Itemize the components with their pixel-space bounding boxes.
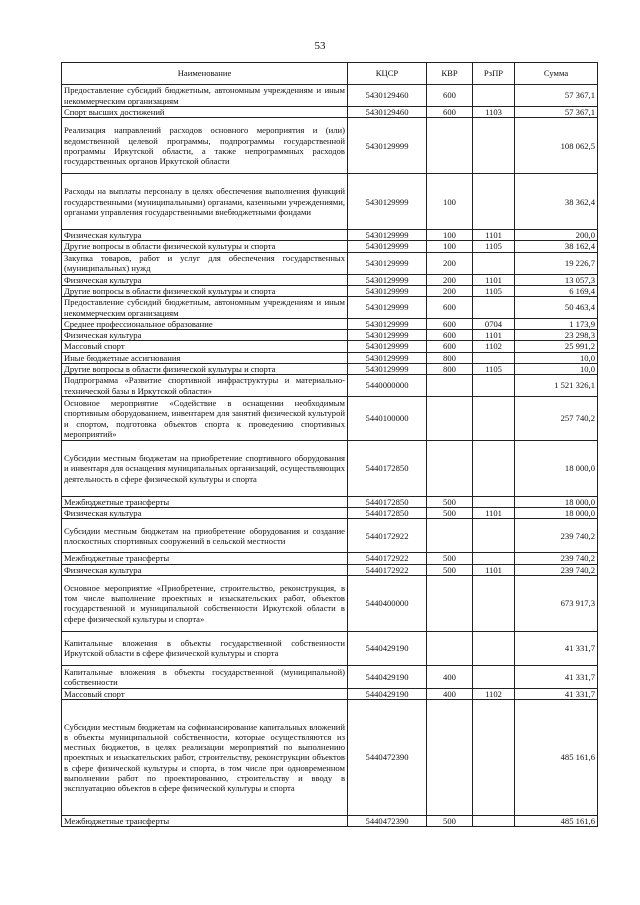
cell-kvr: 400 (427, 665, 473, 688)
cell-rzpr: 1102 (473, 688, 515, 699)
cell-kvr: 500 (427, 816, 473, 827)
cell-sum: 673 917,3 (515, 575, 598, 631)
table-row (62, 553, 598, 564)
cell-kcsr: 5440172850 (348, 497, 427, 508)
cell-kcsr: 5440429190 (348, 631, 427, 665)
cell-kvr (427, 700, 473, 816)
cell-kcsr: 5440172922 (348, 519, 427, 553)
cell-name: Другие вопросы в области физической культуры и спорта (62, 285, 348, 296)
header-name: Наименование (62, 63, 348, 85)
cell-sum: 239 740,2 (515, 564, 598, 575)
cell-kvr (427, 519, 473, 553)
cell-sum: 13 057,3 (515, 274, 598, 285)
cell-rzpr: 1105 (473, 285, 515, 296)
cell-kcsr: 5440172850 (348, 441, 427, 497)
cell-kcsr: 5430129999 (348, 230, 427, 241)
cell-kcsr: 5430129999 (348, 330, 427, 341)
cell-kvr (427, 631, 473, 665)
cell-kvr: 600 (427, 341, 473, 352)
cell-rzpr (473, 631, 515, 665)
cell-rzpr (473, 519, 515, 553)
cell-kcsr: 5430129460 (348, 107, 427, 118)
cell-sum: 18 000,0 (515, 497, 598, 508)
table-row (62, 341, 598, 352)
cell-sum: 23 298,3 (515, 330, 598, 341)
table-row (62, 118, 598, 174)
cell-sum: 41 331,7 (515, 631, 598, 665)
table-row (62, 107, 598, 118)
cell-kvr: 600 (427, 107, 473, 118)
table-row (62, 375, 598, 397)
cell-rzpr: 1103 (473, 107, 515, 118)
cell-kvr: 200 (427, 285, 473, 296)
table-row (62, 575, 598, 631)
cell-kvr (427, 118, 473, 174)
cell-rzpr (473, 497, 515, 508)
cell-kvr (427, 441, 473, 497)
cell-name: Физическая культура (62, 330, 348, 341)
cell-rzpr (473, 816, 515, 827)
cell-rzpr (473, 118, 515, 174)
cell-sum: 57 367,1 (515, 85, 598, 107)
cell-name: Субсидии местным бюджетам на софинансирование капитальных вложений в объекты муниципальной собственности, которые осуществляются из местных бюджетов, в целях реализации мероприятий по выполнению проектных и изыскательских работ, строительству, реконструкции объектов в сфере физической культуры и спорта, в том числе при одновременном выполнении работ по проектированию, строительству и вводу в эксплуатацию объектов в сфере физической культуры и спорта (62, 700, 348, 816)
cell-name: Основное мероприятие «Содействие в оснащении необходимым спортивным оборудованием, инвентарем для занятий физической культурой и спортом, подготовка объектов спорта к проведению спортивных мероприятий» (62, 397, 348, 441)
cell-sum: 1 521 326,1 (515, 375, 598, 397)
cell-kvr: 100 (427, 174, 473, 230)
cell-kcsr: 5430129999 (348, 274, 427, 285)
cell-name: Межбюджетные трансферты (62, 816, 348, 827)
cell-name: Другие вопросы в области физической культуры и спорта (62, 241, 348, 252)
table-row (62, 441, 598, 497)
cell-sum: 10,0 (515, 363, 598, 374)
cell-kcsr: 5440172922 (348, 564, 427, 575)
cell-kcsr: 5440172850 (348, 508, 427, 519)
cell-kvr: 600 (427, 330, 473, 341)
table-row (62, 230, 598, 241)
cell-rzpr: 1101 (473, 330, 515, 341)
cell-name: Иные бюджетные ассигнования (62, 352, 348, 363)
cell-name: Межбюджетные трансферты (62, 497, 348, 508)
cell-sum: 485 161,6 (515, 816, 598, 827)
cell-name: Физическая культура (62, 230, 348, 241)
cell-kcsr: 5430129999 (348, 341, 427, 352)
table-row (62, 363, 598, 374)
cell-kvr: 500 (427, 508, 473, 519)
cell-kvr (427, 375, 473, 397)
cell-name: Расходы на выплаты персоналу в целях обеспечения выполнения функций государственными (муниципальными) органами, казенными учреждениями, органами управления государственными внебюджетными фондами (62, 174, 348, 230)
table-header-row (62, 63, 598, 85)
cell-kvr (427, 397, 473, 441)
cell-name: Межбюджетные трансферты (62, 553, 348, 564)
cell-rzpr (473, 174, 515, 230)
cell-rzpr (473, 553, 515, 564)
cell-rzpr (473, 575, 515, 631)
table-row (62, 816, 598, 827)
cell-sum: 108 062,5 (515, 118, 598, 174)
cell-sum: 18 000,0 (515, 508, 598, 519)
cell-sum: 41 331,7 (515, 665, 598, 688)
cell-name: Массовый спорт (62, 341, 348, 352)
cell-name: Предоставление субсидий бюджетным, автономным учреждениям и иным некоммерческим организациям (62, 85, 348, 107)
table-row (62, 508, 598, 519)
cell-name: Субсидии местным бюджетам на приобретение спортивного оборудования и инвентаря для оснащения муниципальных организаций, осуществляющих деятельность в сфере физической культуры и спорта (62, 441, 348, 497)
cell-sum: 50 463,4 (515, 297, 598, 319)
cell-sum: 485 161,6 (515, 700, 598, 816)
cell-sum: 25 991,2 (515, 341, 598, 352)
cell-kvr: 100 (427, 230, 473, 241)
cell-sum: 41 331,7 (515, 688, 598, 699)
page-number: 53 (314, 40, 326, 52)
cell-sum: 1 173,9 (515, 319, 598, 330)
cell-kvr: 100 (427, 241, 473, 252)
cell-kcsr: 5440100000 (348, 397, 427, 441)
cell-sum: 257 740,2 (515, 397, 598, 441)
table-row (62, 252, 598, 274)
cell-name: Капитальные вложения в объекты государственной (муниципальной) собственности (62, 665, 348, 688)
table-row (62, 564, 598, 575)
cell-kvr: 500 (427, 497, 473, 508)
cell-kvr (427, 575, 473, 631)
cell-rzpr (473, 297, 515, 319)
cell-name: Предоставление субсидий бюджетным, автономным учреждениям и иным некоммерческим организациям (62, 297, 348, 319)
cell-kvr: 800 (427, 363, 473, 374)
cell-rzpr (473, 665, 515, 688)
cell-kvr: 800 (427, 352, 473, 363)
budget-table (61, 62, 598, 827)
cell-kvr: 500 (427, 553, 473, 564)
cell-rzpr (473, 85, 515, 107)
cell-kvr: 600 (427, 319, 473, 330)
cell-sum: 18 000,0 (515, 441, 598, 497)
cell-rzpr: 1102 (473, 341, 515, 352)
header-kvr: КВР (427, 63, 473, 85)
table-row (62, 688, 598, 699)
table-row (62, 319, 598, 330)
table-row (62, 631, 598, 665)
cell-name: Основное мероприятие «Приобретение, строительство, реконструкция, в том числе выполнение проектных и изыскательских работ, объектов государственной и муниципальной собственности Иркутской области в сфере физической культуры и спорта» (62, 575, 348, 631)
cell-name: Закупка товаров, работ и услуг для обеспечения государственных (муниципальных) нужд (62, 252, 348, 274)
cell-sum: 239 740,2 (515, 553, 598, 564)
cell-rzpr: 1105 (473, 241, 515, 252)
cell-kcsr: 5430129999 (348, 319, 427, 330)
cell-rzpr: 1101 (473, 564, 515, 575)
cell-name: Спорт высших достижений (62, 107, 348, 118)
cell-name: Массовый спорт (62, 688, 348, 699)
cell-kcsr: 5430129999 (348, 252, 427, 274)
table-row (62, 700, 598, 816)
cell-kcsr: 5430129999 (348, 297, 427, 319)
cell-name: Физическая культура (62, 274, 348, 285)
cell-rzpr (473, 441, 515, 497)
cell-kcsr: 5430129999 (348, 241, 427, 252)
table-body (62, 85, 598, 827)
table-row (62, 519, 598, 553)
cell-name: Физическая культура (62, 508, 348, 519)
cell-name: Физическая культура (62, 564, 348, 575)
cell-kcsr: 5440472390 (348, 700, 427, 816)
table-row (62, 297, 598, 319)
cell-kcsr: 5440472390 (348, 816, 427, 827)
cell-name: Реализация направлений расходов основного мероприятия и (или) ведомственной целевой программы, подпрограммы государственной программы Иркутской области, а также непрограммных расходов государственных органов Иркутской области (62, 118, 348, 174)
cell-rzpr: 1105 (473, 363, 515, 374)
cell-name: Среднее профессиональное образование (62, 319, 348, 330)
cell-kcsr: 5430129999 (348, 118, 427, 174)
header-sum: Сумма (515, 63, 598, 85)
cell-kcsr: 5440400000 (348, 575, 427, 631)
cell-rzpr: 0704 (473, 319, 515, 330)
cell-sum: 6 169,4 (515, 285, 598, 296)
table-row (62, 241, 598, 252)
cell-kvr: 200 (427, 252, 473, 274)
cell-sum: 38 362,4 (515, 174, 598, 230)
cell-rzpr (473, 397, 515, 441)
cell-kvr: 500 (427, 564, 473, 575)
cell-kcsr: 5430129999 (348, 352, 427, 363)
cell-kvr: 200 (427, 274, 473, 285)
cell-rzpr (473, 375, 515, 397)
cell-sum: 239 740,2 (515, 519, 598, 553)
cell-kcsr: 5440429190 (348, 688, 427, 699)
cell-kcsr: 5430129999 (348, 363, 427, 374)
cell-rzpr (473, 352, 515, 363)
cell-name: Другие вопросы в области физической культуры и спорта (62, 363, 348, 374)
cell-kcsr: 5440172922 (348, 553, 427, 564)
cell-name: Подпрограмма «Развитие спортивной инфраструктуры и материально- технической базы в Иркутской области» (62, 375, 348, 397)
header-kcsr: КЦСР (348, 63, 427, 85)
cell-sum: 200,0 (515, 230, 598, 241)
cell-rzpr: 1101 (473, 230, 515, 241)
table-row (62, 274, 598, 285)
table-row (62, 85, 598, 107)
cell-rzpr: 1101 (473, 274, 515, 285)
cell-kvr: 600 (427, 85, 473, 107)
cell-name: Субсидии местным бюджетам на приобретение оборудования и создание плоскостных спортивных сооружений в сельской местности (62, 519, 348, 553)
cell-kcsr: 5440000000 (348, 375, 427, 397)
cell-rzpr (473, 700, 515, 816)
cell-kcsr: 5430129999 (348, 174, 427, 230)
cell-sum: 10,0 (515, 352, 598, 363)
table-row (62, 285, 598, 296)
cell-name: Капитальные вложения в объекты государственной собственности Иркутской области в сфере физической культуры и спорта (62, 631, 348, 665)
table-row (62, 330, 598, 341)
table-row (62, 397, 598, 441)
table-row (62, 174, 598, 230)
cell-kvr: 600 (427, 297, 473, 319)
header-rzpr: РзПР (473, 63, 515, 85)
cell-sum: 57 367,1 (515, 107, 598, 118)
cell-kcsr: 5440429190 (348, 665, 427, 688)
cell-kcsr: 5430129460 (348, 85, 427, 107)
cell-kcsr: 5430129999 (348, 285, 427, 296)
cell-sum: 19 226,7 (515, 252, 598, 274)
cell-kvr: 400 (427, 688, 473, 699)
table-row (62, 352, 598, 363)
cell-rzpr (473, 252, 515, 274)
cell-rzpr: 1101 (473, 508, 515, 519)
cell-sum: 38 162,4 (515, 241, 598, 252)
table-row (62, 497, 598, 508)
table-row (62, 665, 598, 688)
